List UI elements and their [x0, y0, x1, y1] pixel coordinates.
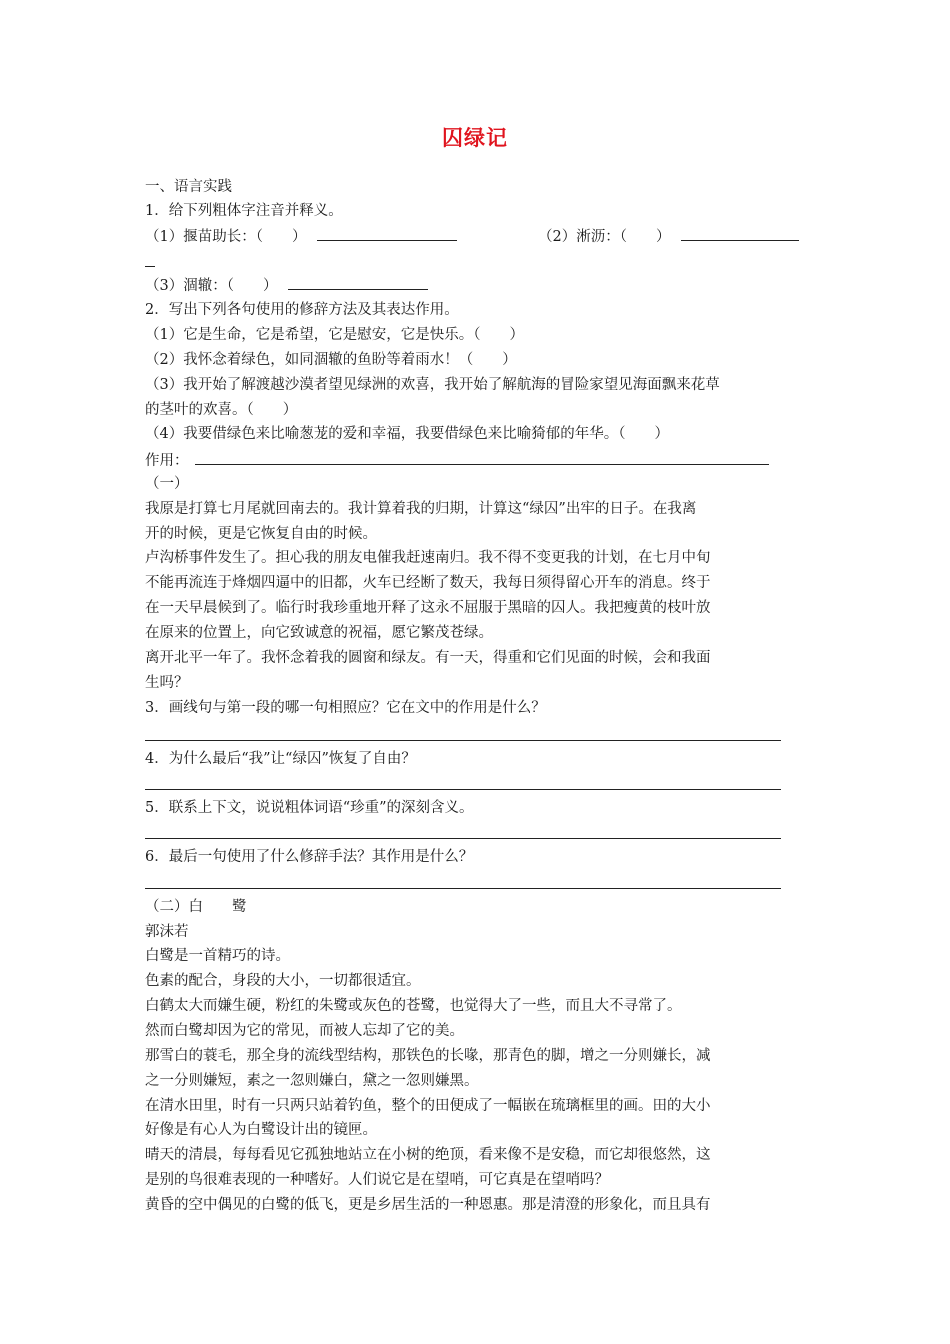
passage-2-line: 那雪白的蓑毛，那全身的流线型结构，那铁色的长喙，那青色的脚，增之一分则嫌长，减	[145, 1048, 711, 1064]
question-2-sentence-3: （3）我开始了解渡越沙漠者望见绿洲的欢喜，我开始了解航海的冒险家望见海面飘来花草	[145, 377, 720, 393]
passage-2-line: 白鹭是一首精巧的诗。	[145, 948, 290, 964]
effect-label: 作用：	[145, 453, 189, 469]
question-4: 4．为什么最后“我”让“绿囚”恢复了自由？	[145, 751, 416, 767]
passage-1-line: 在一天早晨候到了。临行时我珍重地开释了这永不屈服于黑暗的囚人。我把瘦黄的枝叶放	[145, 600, 711, 616]
passage-1-line: 不能再流连于烽烟四逼中的旧都，火车已经断了数天，我每日须得留心开车的消息。终于	[145, 575, 711, 591]
passage-2-author: 郭沫若	[145, 924, 189, 940]
question-2-sentence-3-cont: 的茎叶的欢喜。（ ）	[145, 402, 298, 418]
answer-blank-1b[interactable]	[681, 226, 799, 241]
question-1b	[538, 226, 799, 247]
passage-2-line: 晴天的清晨，每每看见它孤独地站立在小树的绝顶，看来像不是安稳，而它却很悠然，这	[145, 1147, 711, 1163]
passage-2-line: 然而白鹭却因为它的常见，而被人忘却了它的美。	[145, 1023, 464, 1039]
section-heading: 一、语言实践	[145, 179, 232, 195]
passage-2-line: 是别的鸟很难表现的一种嗜好。人们说它是在望哨，可它真是在望哨吗？	[145, 1172, 609, 1188]
answer-line-6[interactable]	[145, 888, 781, 889]
passage-1-line: 我原是打算七月尾就回南去的。我计算着我的归期，计算这“绿囚”出牢的日子。在我离	[145, 501, 697, 517]
passage-1-line: 开的时候，更是它恢复自由的时候。	[145, 526, 377, 542]
question-2-sentence-2: （2）我怀念着绿色，如同涸辙的鱼盼等着雨水！（ ）	[145, 352, 517, 368]
question-1b-label: （2）淅沥：（ ）	[538, 229, 671, 245]
question-2-sentence-1: （1）它是生命，它是希望，它是慰安，它是快乐。（ ）	[145, 327, 524, 343]
question-1a-label: （1）揠苗助长：（ ）	[145, 229, 307, 245]
answer-line-4[interactable]	[145, 789, 781, 790]
page-title: 囚绿记	[442, 126, 508, 150]
passage-1-label: （一）	[145, 476, 189, 492]
passage-1-line: 生吗？	[145, 675, 189, 691]
passage-1-line: 离开北平一年了。我怀念着我的圆窗和绿友。有一天，得重和它们见面的时候，会和我面	[145, 650, 711, 666]
answer-line-3[interactable]	[145, 740, 781, 741]
passage-2-line: 白鹤太大而嫌生硬，粉红的朱鹭或灰色的苍鹭，也觉得大了一些，而且大不寻常了。	[145, 998, 682, 1014]
question-6: 6．最后一句使用了什么修辞手法？其作用是什么？	[145, 849, 474, 865]
question-1c	[145, 275, 428, 296]
passage-1-line: 卢沟桥事件发生了。担心我的朋友电催我赶速南归。我不得不变更我的计划，在七月中旬	[145, 550, 711, 566]
question-3: 3．画线句与第一段的哪一句相照应？它在文中的作用是什么？	[145, 700, 546, 716]
question-1-prompt: 1．给下列粗体字注音并释义。	[145, 203, 343, 219]
passage-1-line: 在原来的位置上，向它致诚意的祝福，愿它繁茂苍绿。	[145, 625, 493, 641]
answer-blank-1c[interactable]	[288, 275, 428, 290]
passage-2-line: 好像是有心人为白鹭设计出的镜匣。	[145, 1122, 377, 1138]
passage-2-line: 黄昏的空中偶见的白鹭的低飞，更是乡居生活的一种恩惠。那是清澄的形象化，而且具有	[145, 1197, 711, 1213]
question-2-prompt: 2．写出下列各句使用的修辞方法及其表达作用。	[145, 302, 459, 318]
question-1c-label: （3）涸辙：（ ）	[145, 278, 278, 294]
effect-answer-blank[interactable]	[195, 450, 769, 465]
question-2-effect	[145, 450, 769, 471]
answer-blank-1a[interactable]	[317, 226, 457, 241]
passage-2-line: 之一分则嫌短，素之一忽则嫌白，黛之一忽则嫌黑。	[145, 1073, 479, 1089]
question-1a	[145, 226, 457, 247]
answer-line-5[interactable]	[145, 838, 781, 839]
passage-2-line: 色素的配合，身段的大小，一切都很适宜。	[145, 973, 421, 989]
question-5: 5．联系上下文，说说粗体词语“珍重”的深刻含义。	[145, 800, 474, 816]
passage-2-label: （二）白 鹭	[145, 899, 247, 915]
answer-blank-1b-continued[interactable]	[145, 266, 155, 267]
passage-2-line: 在清水田里，时有一只两只站着钓鱼，整个的田便成了一幅嵌在琉璃框里的画。田的大小	[145, 1098, 711, 1114]
question-2-sentence-4: （4）我要借绿色来比喻葱茏的爱和幸福，我要借绿色来比喻猗郁的年华。（ ）	[145, 426, 669, 442]
